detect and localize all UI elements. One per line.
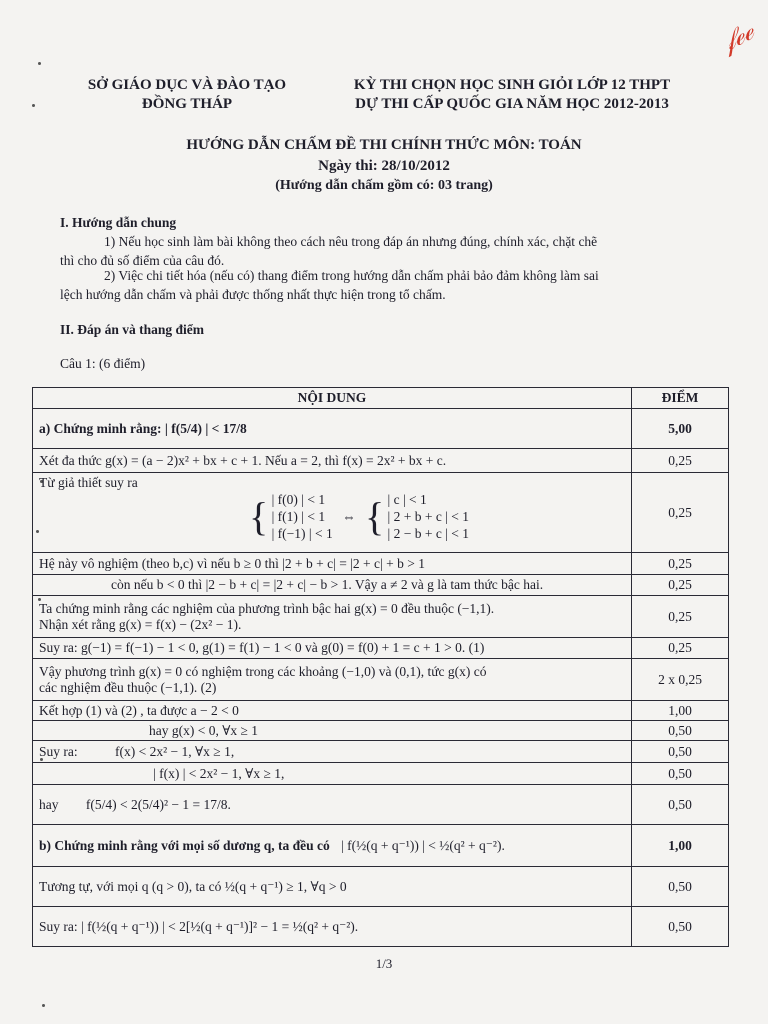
question-label: Câu 1: (6 điểm)	[60, 356, 146, 371]
table-row	[33, 701, 729, 721]
system-right-line: | 2 + b + c | < 1	[387, 509, 470, 524]
row-content-line2: f(5/4) < 2(5/4)² − 1 = 17/8.	[85, 796, 231, 812]
table-row	[33, 907, 729, 947]
table-header-row	[33, 388, 729, 409]
document-title: HƯỚNG DẪN CHẤM ĐỀ THI CHÍNH THỨC MÔN: TOÁN	[186, 137, 582, 153]
row-content: a) Chứng minh rằng: | f(5/4) | < 17/8	[33, 409, 632, 449]
row-content: Xét đa thức g(x) = (a − 2)x² + bx + c + 1. Nếu a = 2, thì f(x) = 2x² + bx + c.	[33, 449, 632, 473]
row-content-line2: | f(½(q + q⁻¹)) | < ½(q² + q⁻²).	[341, 837, 505, 853]
column-header-points: ĐIỂM	[632, 388, 729, 409]
table-row	[33, 867, 729, 907]
header-exam-year: DỰ THI CẤP QUỐC GIA NĂM HỌC 2012-2013	[355, 96, 669, 112]
system-right-line: | 2 − b + c | < 1	[387, 526, 470, 541]
row-points: 0,25	[632, 638, 729, 659]
section1-para2-line1: 2) Việc chi tiết hóa (nếu có) thang điểm trong hướng dẫn chấm phải bảo đảm không làm sai	[104, 268, 599, 283]
row-points: 1,00	[632, 825, 729, 867]
row-content-cell	[33, 825, 632, 867]
row-points: 0,50	[632, 741, 729, 763]
table-row	[33, 409, 729, 449]
row-content-line2: Nhận xét rằng g(x) = f(x) − (2x² − 1).	[39, 616, 242, 632]
section1-para2-line2: lệch hướng dẫn chấm và phải được thống nhất thực hiện trong tổ chấm.	[60, 287, 446, 302]
row-content: Từ giả thiết suy ra	[39, 475, 138, 490]
row-content: Kết hợp (1) và (2) , ta được a − 2 < 0	[33, 701, 632, 721]
row-content: hay g(x) < 0, ∀x ≥ 1	[33, 721, 632, 741]
table-row	[33, 721, 729, 741]
exam-date: Ngày thi: 28/10/2012	[318, 158, 450, 174]
handwritten-signature: 𝒻ℯℯ	[716, 16, 759, 57]
row-content-cell	[33, 785, 632, 825]
left-brace: {	[249, 493, 269, 539]
table-row	[33, 596, 729, 638]
table-row	[33, 638, 729, 659]
header-province: ĐỒNG THÁP	[141, 96, 233, 112]
table-row	[33, 825, 729, 867]
row-content-line2: f(x) < 2x² − 1, ∀x ≥ 1,	[115, 743, 235, 759]
header-exam-name: KỲ THI CHỌN HỌC SINH GIỎI LỚP 12 THPT	[353, 77, 671, 93]
row-content-line2: các nghiệm đều thuộc (−1,1). (2)	[39, 679, 217, 695]
row-content: | f(x) | < 2x² − 1, ∀x ≥ 1,	[33, 763, 632, 785]
system-right	[388, 491, 470, 542]
header-right	[322, 76, 702, 114]
row-points: 0,50	[632, 763, 729, 785]
row-points: 0,25	[632, 553, 729, 575]
table-row	[33, 449, 729, 473]
left-brace: {	[364, 493, 385, 539]
row-content-cell	[33, 741, 632, 763]
section1-para1-line1: 1) Nếu học sinh làm bài không theo cách nêu trong đáp án nhưng đúng, chính xác, chặt chẽ	[104, 234, 598, 249]
pages-note: (Hướng dẫn chấm gồm có: 03 trang)	[275, 178, 493, 193]
row-points: 5,00	[632, 409, 729, 449]
row-points: 1,00	[632, 701, 729, 721]
row-content: Hệ này vô nghiệm (theo b,c) vì nếu b ≥ 0 thì |2 + b + c| = |2 + c| + b > 1	[33, 553, 632, 575]
row-points: 0,50	[632, 785, 729, 825]
system-left-line: | f(−1) | < 1	[271, 526, 333, 541]
answer-table	[32, 387, 729, 947]
section1-heading: I. Hướng dẫn chung	[60, 215, 177, 230]
section2-heading: II. Đáp án và thang điểm	[60, 322, 205, 337]
row-content-cell	[33, 473, 632, 553]
equivalence-arrow: ⇔	[342, 508, 356, 524]
row-content: Ta chứng minh rằng các nghiệm của phương trình bậc hai g(x) = 0 đều thuộc (−1,1).	[39, 600, 495, 616]
row-content: Tương tự, với mọi q (q > 0), ta có ½(q + q⁻¹) ≥ 1, ∀q > 0	[33, 867, 632, 907]
inequality-system	[249, 491, 625, 542]
row-content: Suy ra:	[39, 743, 78, 759]
row-content: b) Chứng minh rằng với mọi số dương q, ta đều có	[39, 837, 330, 853]
row-content: Suy ra: g(−1) = f(−1) − 1 < 0, g(1) = f(1) − 1 < 0 và g(0) = f(0) + 1 = c + 1 > 0. (1)	[33, 638, 632, 659]
row-points: 0,50	[632, 867, 729, 907]
header-left	[62, 76, 312, 114]
row-points: 0,25	[632, 575, 729, 596]
page-number: 1/3	[375, 956, 393, 971]
row-points: 0,25	[632, 449, 729, 473]
system-left-line: | f(1) | < 1	[271, 509, 326, 524]
row-content: còn nếu b < 0 thì |2 − b + c| = |2 + c| − b > 1. Vậy a ≠ 2 và g là tam thức bậc hai.	[33, 575, 632, 596]
system-right-line: | c | < 1	[387, 492, 427, 507]
table-row	[33, 473, 729, 553]
header-department: SỞ GIÁO DỤC VÀ ĐÀO TẠO	[87, 77, 287, 93]
column-header-content: NỘI DUNG	[33, 388, 632, 409]
system-left	[272, 491, 333, 542]
section1-para1-line2: thì cho đủ số điểm của câu đó.	[60, 253, 225, 268]
row-content: Suy ra: | f(½(q + q⁻¹)) | < 2[½(q + q⁻¹)]² − 1 = ½(q² + q⁻²).	[33, 907, 632, 947]
row-content-cell	[33, 596, 632, 638]
row-content-cell	[33, 659, 632, 701]
table-row	[33, 785, 729, 825]
row-points: 0,25	[632, 596, 729, 638]
table-row	[33, 575, 729, 596]
row-content: Vậy phương trình g(x) = 0 có nghiệm trong các khoảng (−1,0) và (0,1), tức g(x) có	[39, 663, 487, 679]
row-points: 0,50	[632, 907, 729, 947]
row-points: 0,50	[632, 721, 729, 741]
row-points: 0,25	[632, 473, 729, 553]
table-row	[33, 553, 729, 575]
row-content: hay	[39, 796, 59, 812]
system-left-line: | f(0) | < 1	[271, 492, 326, 507]
table-row	[33, 659, 729, 701]
table-row	[33, 763, 729, 785]
table-row	[33, 741, 729, 763]
row-points: 2 x 0,25	[632, 659, 729, 701]
